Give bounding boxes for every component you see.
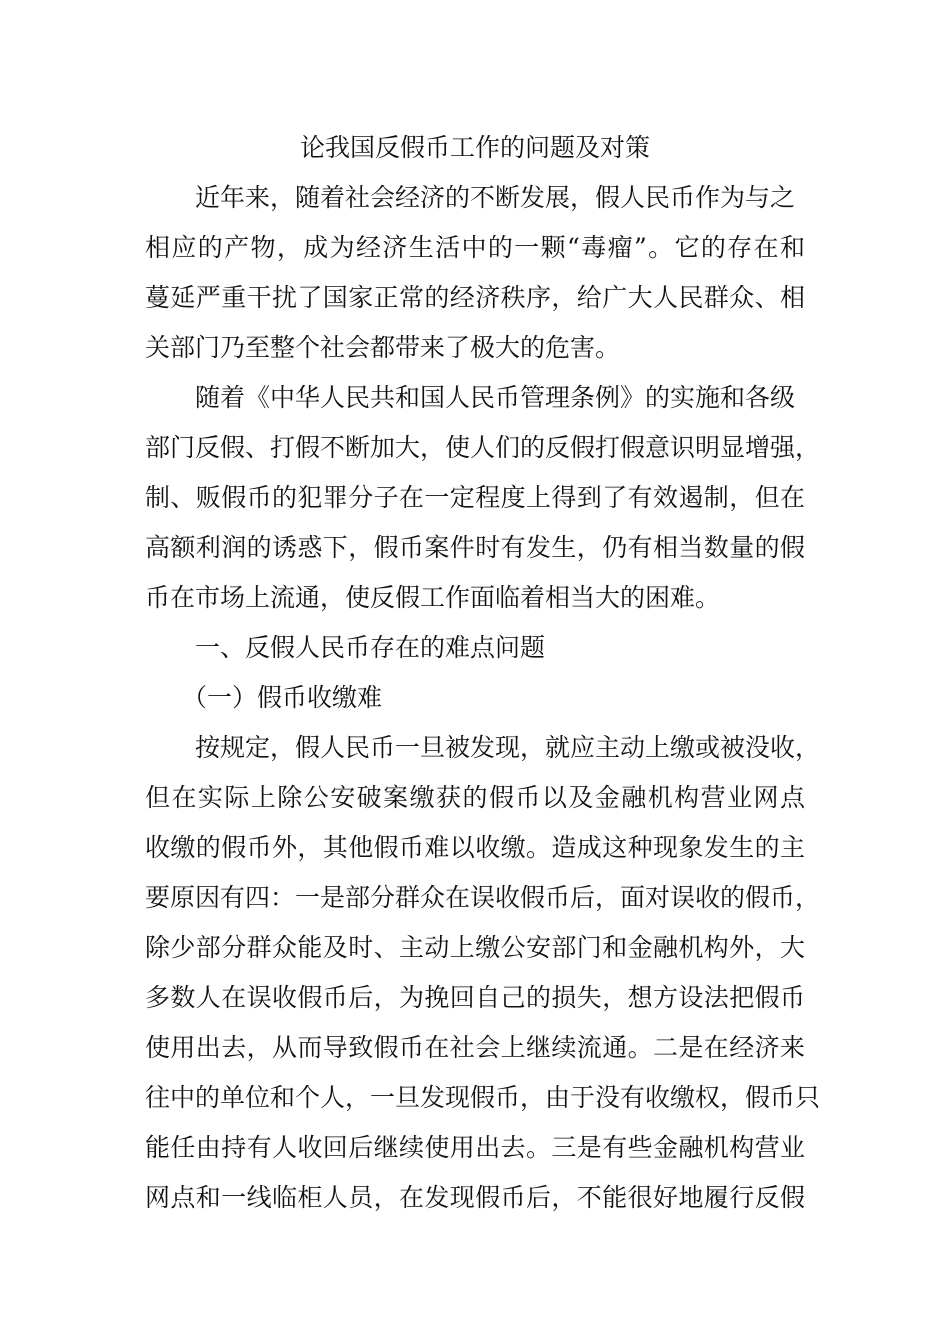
paragraph-line: 随着《中华人民共和国人民币管理条例》的实施和各级 (195, 383, 796, 412)
paragraph-line: 网点和一线临柜人员，在发现假币后，不能很好地履行反假 (145, 1183, 805, 1212)
paragraph-line: 蔓延严重干扰了国家正常的经济秩序，给广大人民群众、相 (145, 283, 805, 312)
paragraph-line: 高额利润的诱惑下，假币案件时有发生，仍有相当数量的假 (145, 533, 805, 562)
paragraph-line: 除少部分群众能及时、主动上缴公安部门和金融机构外，大 (145, 933, 805, 962)
section-heading: 一、反假人民币存在的难点问题 (195, 633, 546, 662)
paragraph-line: 近年来，随着社会经济的不断发展，假人民币作为与之 (195, 183, 796, 212)
paragraph-line: 按规定，假人民币一旦被发现，就应主动上缴或被没收， (195, 733, 821, 762)
document-title: 论我国反假币工作的问题及对策 (299, 133, 650, 162)
paragraph-line: 相应的产物，成为经济生活中的一颗“毒瘤”。它的存在和 (145, 233, 805, 262)
paragraph-line: 但在实际上除公安破案缴获的假币以及金融机构营业网点 (145, 783, 805, 812)
paragraph-line: 币在市场上流通，使反假工作面临着相当大的困难。 (145, 583, 721, 612)
paragraph-line: 往中的单位和个人，一旦发现假币，由于没有收缴权，假币只 (145, 1083, 821, 1112)
paragraph-line: 制、贩假币的犯罪分子在一定程度上得到了有效遏制，但在 (145, 483, 805, 512)
paragraph-line: 收缴的假币外，其他假币难以收缴。造成这种现象发生的主 (145, 833, 805, 862)
paragraph-line: 多数人在误收假币后，为挽回自己的损失，想方设法把假币 (145, 983, 805, 1012)
paragraph-line: 部门反假、打假不断加大，使人们的反假打假意识明显增强， (145, 433, 821, 462)
subsection-heading: （一）假币收缴难 (182, 683, 383, 712)
paragraph-line: 要原因有四：一是部分群众在误收假币后，面对误收的假币， (145, 883, 821, 912)
paragraph-line: 能任由持有人收回后继续使用出去。三是有些金融机构营业 (145, 1133, 805, 1162)
paragraph-line: 使用出去，从而导致假币在社会上继续流通。二是在经济来 (145, 1033, 805, 1062)
paragraph-line: 关部门乃至整个社会都带来了极大的危害。 (145, 333, 621, 362)
